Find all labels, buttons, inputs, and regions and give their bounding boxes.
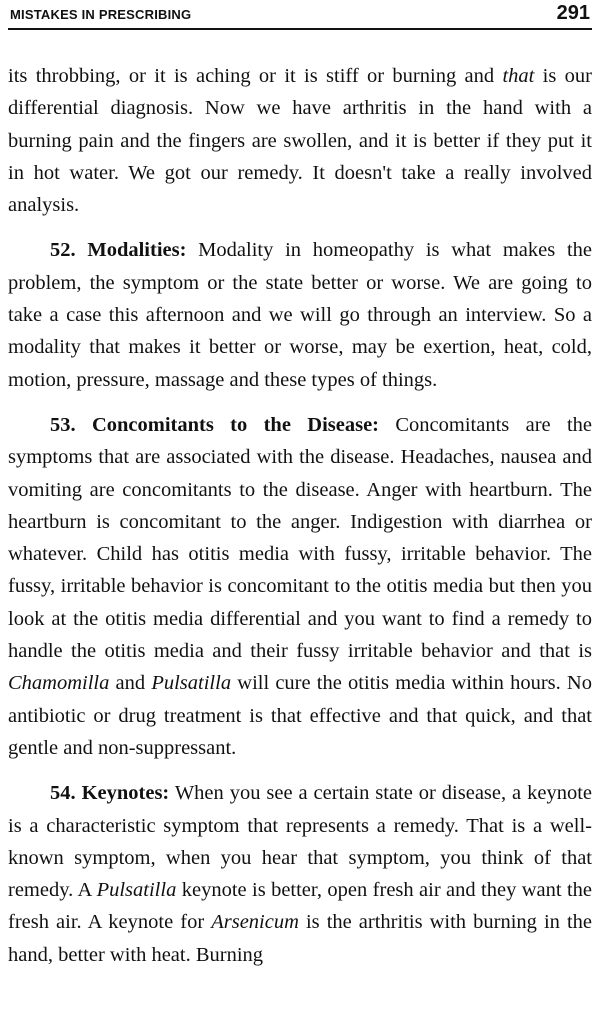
section-heading-modalities: 52. Modalities: xyxy=(50,239,187,262)
section-heading-concomitants: 53. Concomitants to the Disease: xyxy=(50,413,380,436)
section-heading-keynotes: 54. Keynotes: xyxy=(50,782,170,805)
paragraph-continued xyxy=(8,60,592,221)
paragraph-modalities xyxy=(8,234,592,395)
text-run: will cure the otitis media within hours. No antibiotic or drug treatment is that effective and that quick, and that gentle and non-suppressant. xyxy=(8,672,592,759)
remedy-name-pulsatilla: Pulsatilla xyxy=(151,672,232,695)
remedy-name-chamomilla: Chamomilla xyxy=(8,672,110,695)
remedy-name-arsenicum: Arsenicum xyxy=(211,911,299,934)
page-number: 291 xyxy=(556,2,590,24)
text-run: keynote is better, open fresh air and they want the fresh air. A keynote for xyxy=(8,879,592,934)
page-header xyxy=(8,2,592,30)
remedy-name-pulsatilla: Pulsatilla xyxy=(96,879,177,902)
paragraph-keynotes xyxy=(8,777,592,971)
text-run: Concomitants are the symptoms that are associated with the disease. Headaches, nausea and vomiting are concomitants to the disease. Anger with heartburn. The heartburn is concomitant to the anger. Indigestion with diarrhea or whatever. Child has otitis media with fussy, irritable behavior. The fussy, irritable behavior is concomitant to the otitis media but then you look at the otitis media differential and you want to find a remedy to handle the otitis media and their fussy irritable behavior and that is xyxy=(8,413,593,663)
text-run: When you see a certain state or disease, a keynote is a characteristic symptom that represents a remedy. That is a well-known symptom, when you hear that symptom, you think of that remedy. A xyxy=(8,782,592,902)
text-run: is our differential diagnosis. Now we have arthritis in the hand with a burning pain and the fingers are swollen, and it is better if they put it in hot water. We got our remedy. It doesn't take a really involved analysis. xyxy=(8,65,592,217)
emphasis-that: that xyxy=(502,65,535,87)
text-run: its throbbing, or it is aching or it is stiff or burning and xyxy=(8,65,503,87)
page-body xyxy=(8,60,592,984)
text-run: Modality in homeopathy is what makes the problem, the symptom or the state better or worse. We are going to take a case this afternoon and we will go through an interview. So a modality that makes it better or worse, may be exertion, heat, cold, motion, pressure, massage and these types of things. xyxy=(8,239,592,391)
paragraph-concomitants xyxy=(8,409,592,764)
running-head: MISTAKES IN PRESCRIBING xyxy=(10,7,192,22)
text-run: and xyxy=(109,672,152,695)
text-run: is the arthritis with burning in the hand, better with heat. Burning xyxy=(8,911,592,966)
